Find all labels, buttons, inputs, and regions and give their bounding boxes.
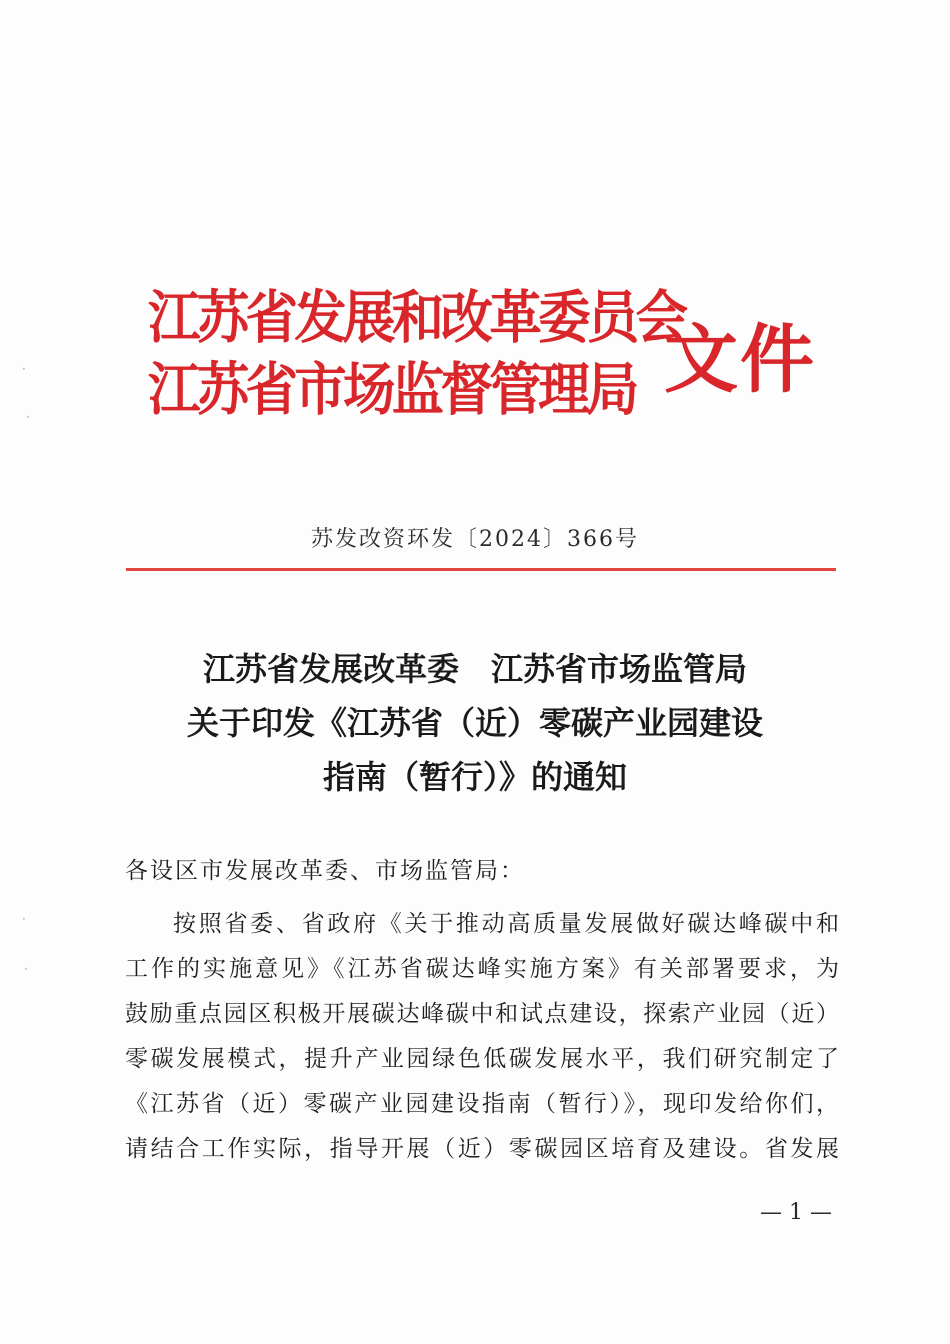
body-line: 按照省委、省政府《关于推动高质量发展做好碳达峰碳中和 xyxy=(173,911,840,937)
red-divider-rule xyxy=(126,568,836,571)
masthead-issuer-1: 江苏省发展和改革委员会 xyxy=(148,284,685,351)
document-number: 苏发改资环发〔2024〕366号 xyxy=(311,527,639,552)
body-line: 零碳发展模式，提升产业园绿色低碳发展水平，我们研究制定了 xyxy=(125,1046,840,1072)
scan-speck: · xyxy=(26,410,30,424)
body-line: 鼓励重点园区积极开展碳达峰碳中和试点建设，探索产业园（近） xyxy=(125,1001,840,1027)
notice-title-line: 江苏省发展改革委 江苏省市场监管局 xyxy=(202,650,747,688)
masthead-suffix: 文件 xyxy=(664,317,816,403)
body-line: 请结合工作实际，指导开展（近）零碳园区培育及建设。省发展 xyxy=(125,1136,840,1162)
notice-title-line: 关于印发《江苏省（近）零碳产业园建设 xyxy=(186,704,763,742)
notice-title-line: 指南（暂行）》的通知 xyxy=(322,758,627,796)
body-text xyxy=(125,902,840,1172)
scan-speck: · xyxy=(24,962,28,976)
notice-title xyxy=(0,642,950,804)
scan-speck: · xyxy=(22,362,26,376)
page-number: — 1 — xyxy=(760,1200,832,1225)
salutation: 各设区市发展改革委、市场监管局： xyxy=(125,858,525,884)
body-line: 工作的实施意见》《江苏省碳达峰实施方案》有关部署要求，为 xyxy=(125,956,840,982)
scan-speck: · xyxy=(22,912,26,926)
red-masthead xyxy=(148,282,816,442)
masthead-issuers xyxy=(148,282,685,426)
body-line: 《江苏省（近）零碳产业园建设指南（暂行）》，现印发给你们， xyxy=(125,1091,840,1117)
masthead-issuer-2: 江苏省市场监督管理局 xyxy=(148,356,636,423)
